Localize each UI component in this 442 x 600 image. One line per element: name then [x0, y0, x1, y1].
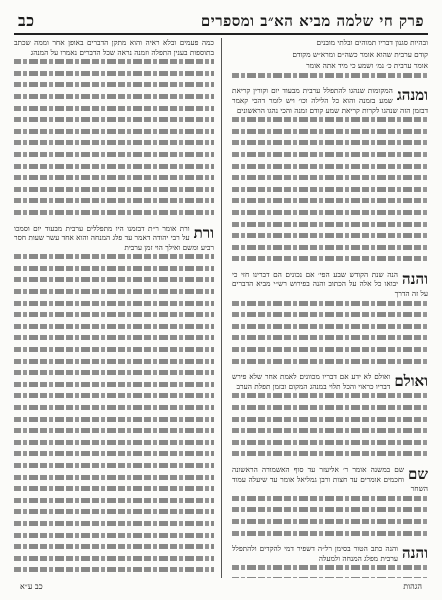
intro-line: אומר ערבית כ׳ נמ׳ ושמע כי מיד אתה אומר: [306, 61, 428, 71]
page-title: פרק חי שלמה מביא הא״ב ומספרים: [200, 11, 424, 30]
text-line: [232, 256, 428, 266]
text-line: [14, 440, 214, 450]
text-line: [14, 106, 214, 116]
section-lead-word: ומנהג: [396, 86, 428, 105]
text-line: [14, 393, 214, 403]
text-line: [14, 117, 214, 127]
text-line: [14, 533, 214, 543]
text-line: [14, 198, 214, 208]
text-line: [14, 312, 214, 322]
section: [232, 270, 428, 299]
text-line: [14, 463, 214, 473]
text-line: [14, 82, 214, 92]
text-line: [232, 417, 428, 427]
text-line: [232, 73, 428, 83]
section-lead-word: והנה: [402, 269, 428, 288]
text-line: [14, 277, 214, 287]
section-text: המקומות שנהגו להתפלל ערבית מבעוד יום וקורין קריאת שמע בזמנה והוא כל הלילה וכו׳ ויש לומר דהכי קאמר דבזמן הזה שנהגו לקרות קריאת שמע קודם זמנה והכי נהגו הראשונים: [232, 86, 428, 115]
text-line: [14, 140, 214, 150]
text-line: [14, 359, 214, 369]
text-line: [14, 59, 214, 69]
section: [14, 224, 214, 253]
text-line: [232, 245, 428, 255]
text-line: [232, 519, 428, 529]
section: [232, 544, 428, 563]
text-line: [232, 507, 428, 517]
text-line: [14, 335, 214, 345]
text-line: [14, 451, 214, 461]
column-divider: [221, 38, 222, 578]
text-line: [232, 210, 428, 220]
section: [232, 465, 428, 494]
text-line: [232, 175, 428, 185]
text-line: [14, 382, 214, 392]
text-line: [14, 254, 214, 264]
text-line: [14, 544, 214, 554]
text-line: [14, 556, 214, 566]
text-line: [14, 164, 214, 174]
text-line: [232, 164, 428, 174]
section-lead-word: ורת: [193, 223, 214, 242]
text-line: [232, 312, 428, 322]
section: [232, 86, 428, 115]
text-line: [232, 428, 428, 438]
section-lead-word: והנה: [402, 544, 428, 563]
text-line: [232, 405, 428, 415]
section-text: כמה פעמים ובלא ראיה והוא מתקן הדברים באופן אחר וממה שכתב בתוספות בענין התפלה וזמנה נראה שכל הדברים נאמרו על המנהג: [14, 38, 214, 57]
page-header: [18, 10, 424, 32]
text-line: [14, 475, 214, 485]
text-line: [232, 129, 428, 139]
footer-signature: כב ע״א: [20, 582, 43, 591]
text-line: [14, 187, 214, 197]
section-text: שם במשנה אומר ר׳ אליעזר עד סוף האשמורה הראשונה וחכמים אומרים עד חצות ורבן גמליאל אומר עד שיעלה עמוד השחר: [232, 464, 428, 494]
section-lead-word: ואולם: [394, 372, 428, 391]
text-line: [14, 301, 214, 311]
text-line: [232, 577, 428, 578]
text-line: [232, 324, 428, 334]
text-line: [232, 451, 428, 461]
right-column: [232, 38, 428, 578]
text-line: [232, 301, 428, 311]
section-text: הנה שנת הקודש שבע הפי׳ אם נכונים הם דברינו חזי כי יבואו כל אלה על הכתוב והנה בפירוש רש״י מביא הדברים על זה הדרך: [232, 269, 428, 299]
text-line: [14, 498, 214, 508]
left-column: [14, 38, 214, 578]
text-line: [232, 496, 428, 506]
text-line: [232, 233, 428, 243]
text-line: [14, 428, 214, 438]
text-line: [14, 129, 214, 139]
text-line: [232, 152, 428, 162]
text-line: [14, 289, 214, 299]
text-line: [232, 140, 428, 150]
text-line: [14, 521, 214, 531]
text-line: [14, 509, 214, 519]
section: [232, 372, 428, 391]
folio-number: כב: [18, 11, 35, 30]
text-line: [232, 347, 428, 357]
text-line: [14, 266, 214, 276]
text-line: [14, 71, 214, 81]
text-line: [14, 94, 214, 104]
text-line: [14, 175, 214, 185]
section-lead-word: שם: [408, 464, 428, 483]
text-line: [14, 324, 214, 334]
text-line: [14, 405, 214, 415]
section: [14, 38, 214, 57]
footer-catchword: הגהות: [403, 582, 422, 591]
text-line: [232, 117, 428, 127]
section-text: ורת אומר ר״ת דבזמנו היו מתפללים ערבית מבעוד יום וסמכו על רבי יהודה דאמר עד פלג המנחה והוא אחד עשר שעות חסר רביע ומשם ואילך הוי זמן ערבית: [14, 223, 214, 252]
text-line: [232, 335, 428, 345]
text-line: [232, 222, 428, 232]
section-text: והנה כתב הטור בסימן רל״ה דשפיר דמי להקדים ולהתפלל ערבית מפלג המנחה ולמעלה: [232, 544, 399, 563]
text-line: [232, 440, 428, 450]
page-footer: [20, 582, 422, 594]
section-text: ואולם לא ידע אם דבריו מכוונים לאמת אחר שלא פירש דבריו כראוי והכל תלוי במנהג המקום ובזמן תפלת הערב: [232, 372, 391, 391]
text-line: [232, 187, 428, 197]
text-line: [14, 152, 214, 162]
header-rule: [14, 33, 428, 35]
text-line: [14, 417, 214, 427]
text-line: [14, 486, 214, 496]
text-line: [14, 210, 214, 220]
intro-line: קודם ערבית שהוא אומר כשה״ם ומרא״ש מקודם: [292, 49, 428, 59]
text-line: [232, 198, 428, 208]
text-line: [232, 359, 428, 369]
intro-line: ובהיות סגנון דבריו תמוהים ובלתי מובנים: [316, 38, 428, 47]
text-line: [14, 370, 214, 380]
text-line: [232, 393, 428, 403]
text-line: [14, 347, 214, 357]
text-line: [232, 531, 428, 541]
text-line: [14, 567, 214, 577]
text-line: [232, 565, 428, 575]
